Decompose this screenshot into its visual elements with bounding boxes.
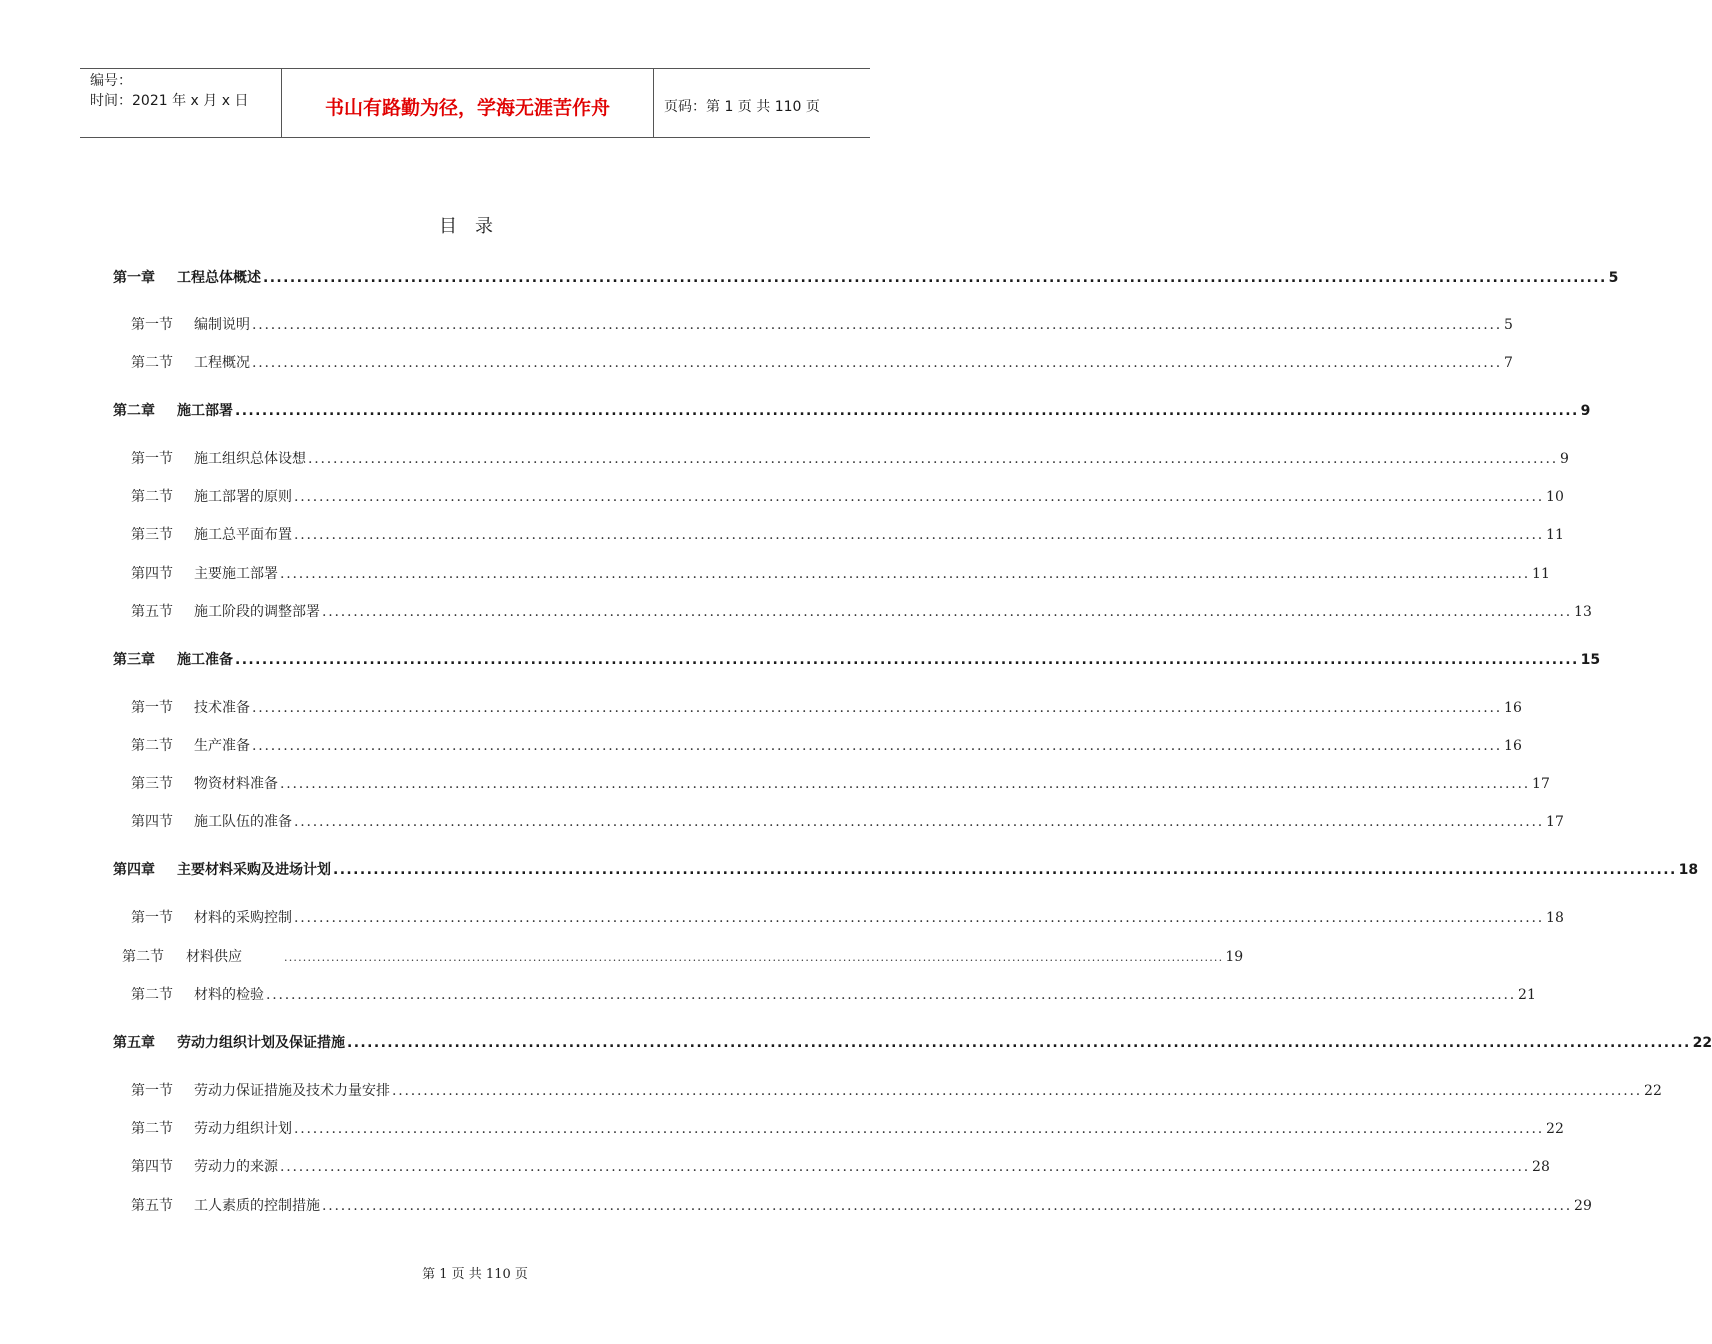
entry-page-number: 18 <box>1678 862 1699 878</box>
dot-leader: ........................................................................................................................................................................................................ <box>322 1198 1573 1214</box>
entry-title: 技术准备 <box>194 700 250 716</box>
dot-leader: ........................................................................................................................................................................................................ <box>280 776 1531 792</box>
page-footer: 第 1 页 共 110 页 <box>422 1267 528 1282</box>
entry-number: 第一章 <box>113 270 155 286</box>
entry-page-number: 17 <box>1532 776 1550 792</box>
entry-page-number: 5 <box>1608 270 1619 286</box>
header-table <box>80 68 870 138</box>
header-meta <box>80 69 282 137</box>
dot-leader: ........................................................................................................................................................................................................ <box>294 1121 1545 1137</box>
entry-title: 施工阶段的调整部署 <box>194 604 320 620</box>
entry-title: 工人素质的控制措施 <box>194 1198 320 1214</box>
entry-number: 第二节 <box>131 489 173 505</box>
toc-section-entry[interactable] <box>131 1195 1592 1215</box>
entry-number: 第三节 <box>131 527 173 543</box>
entry-page-number: 28 <box>1532 1159 1550 1175</box>
entry-page-number: 29 <box>1574 1198 1592 1214</box>
toc-chapter-entry[interactable] <box>113 649 1601 669</box>
entry-title: 工程概况 <box>194 355 250 371</box>
entry-title: 施工准备 <box>177 652 233 668</box>
toc-section-entry[interactable] <box>131 486 1564 506</box>
entry-number: 第一节 <box>131 700 173 716</box>
dot-leader: ........................................................................................................................................................................................................ <box>235 652 1579 668</box>
dot-leader: ........................................................................................................................................................................................................ <box>284 951 1224 964</box>
toc-section-entry[interactable] <box>131 984 1536 1004</box>
entry-number: 第五节 <box>131 604 173 620</box>
entry-page-number: 19 <box>1225 949 1244 965</box>
toc-title: 目录 <box>439 216 511 237</box>
dot-leader: ........................................................................................................................................................................................................ <box>280 1159 1531 1175</box>
entry-title: 施工部署 <box>177 403 233 419</box>
toc-section-entry[interactable] <box>131 773 1550 793</box>
entry-title: 物资材料准备 <box>194 776 278 792</box>
entry-number: 第一节 <box>131 317 173 333</box>
entry-title: 施工组织总体设想 <box>194 451 306 467</box>
entry-page-number: 16 <box>1504 700 1522 716</box>
entry-number: 第二节 <box>131 987 173 1003</box>
entry-page-number: 7 <box>1504 355 1513 371</box>
entry-page-number: 11 <box>1546 527 1564 543</box>
toc-section-entry[interactable] <box>131 735 1522 755</box>
entry-title: 劳动力的来源 <box>194 1159 278 1175</box>
toc-section-entry[interactable] <box>131 352 1513 372</box>
entry-number: 第二节 <box>131 738 173 754</box>
dot-leader: ........................................................................................................................................................................................................ <box>322 604 1573 620</box>
toc-chapter-entry[interactable] <box>113 1032 1712 1052</box>
toc-section-entry[interactable] <box>122 946 1244 966</box>
entry-title: 劳动力组织计划及保证措施 <box>177 1035 345 1051</box>
entry-page-number: 15 <box>1580 652 1601 668</box>
date-label: 时间：2021 年 x 月 x 日 <box>90 93 249 109</box>
entry-page-number: 9 <box>1560 451 1569 467</box>
entry-page-number: 10 <box>1546 489 1564 505</box>
entry-page-number: 21 <box>1518 987 1536 1003</box>
toc-section-entry[interactable] <box>131 601 1592 621</box>
entry-page-number: 22 <box>1692 1035 1712 1051</box>
entry-page-number: 17 <box>1546 814 1564 830</box>
entry-page-number: 16 <box>1504 738 1522 754</box>
entry-title: 工程总体概述 <box>177 270 261 286</box>
entry-page-number: 11 <box>1532 566 1550 582</box>
entry-number: 第三章 <box>113 652 155 668</box>
entry-title: 材料供应 <box>186 949 242 965</box>
dot-leader: ........................................................................................................................................................................................................ <box>252 738 1503 754</box>
entry-title: 编制说明 <box>194 317 250 333</box>
entry-number: 第二节 <box>122 949 164 965</box>
entry-number: 第一节 <box>131 1083 173 1099</box>
entry-number: 第五节 <box>131 1198 173 1214</box>
toc-section-entry[interactable] <box>131 697 1522 717</box>
entry-number: 第四节 <box>131 1159 173 1175</box>
toc-section-entry[interactable] <box>131 1080 1662 1100</box>
dot-leader: ........................................................................................................................................................................................................ <box>252 355 1503 371</box>
dot-leader: ........................................................................................................................................................................................................ <box>308 451 1559 467</box>
entry-number: 第四节 <box>131 814 173 830</box>
entry-number: 第五章 <box>113 1035 155 1051</box>
entry-page-number: 22 <box>1546 1121 1564 1137</box>
dot-leader: ........................................................................................................................................................................................................ <box>252 700 1503 716</box>
entry-title: 主要施工部署 <box>194 566 278 582</box>
toc-chapter-entry[interactable] <box>113 859 1699 879</box>
entry-title: 施工队伍的准备 <box>194 814 292 830</box>
entry-page-number: 18 <box>1546 910 1564 926</box>
toc-section-entry[interactable] <box>131 524 1564 544</box>
entry-title: 生产准备 <box>194 738 250 754</box>
entry-title: 材料的采购控制 <box>194 910 292 926</box>
dot-leader: ........................................................................................................................................................................................................ <box>252 317 1503 333</box>
toc-chapter-entry[interactable] <box>113 267 1619 287</box>
entry-title: 主要材料采购及进场计划 <box>177 862 331 878</box>
entry-page-number: 13 <box>1574 604 1592 620</box>
entry-title: 施工部署的原则 <box>194 489 292 505</box>
dot-leader: ........................................................................................................................................................................................................ <box>263 270 1607 286</box>
toc-section-entry[interactable] <box>131 907 1564 927</box>
number-label: 编号： <box>90 73 132 89</box>
entry-number: 第四章 <box>113 862 155 878</box>
entry-title: 施工总平面布置 <box>194 527 292 543</box>
dot-leader: ........................................................................................................................................................................................................ <box>347 1035 1691 1051</box>
dot-leader: ........................................................................................................................................................................................................ <box>333 862 1677 878</box>
toc-section-entry[interactable] <box>131 448 1569 468</box>
entry-title: 劳动力保证措施及技术力量安排 <box>194 1083 390 1099</box>
dot-leader: ........................................................................................................................................................................................................ <box>294 489 1545 505</box>
entry-number: 第二章 <box>113 403 155 419</box>
toc-section-entry[interactable] <box>131 314 1513 334</box>
dot-leader: ........................................................................................................................................................................................................ <box>294 527 1545 543</box>
toc-chapter-entry[interactable] <box>113 400 1591 420</box>
toc-section-entry[interactable] <box>131 811 1564 831</box>
entry-title: 材料的检验 <box>194 987 264 1003</box>
dot-leader: ........................................................................................................................................................................................................ <box>392 1083 1643 1099</box>
dot-leader: ........................................................................................................................................................................................................ <box>294 910 1545 926</box>
entry-title: 劳动力组织计划 <box>194 1121 292 1137</box>
dot-leader: ........................................................................................................................................................................................................ <box>235 403 1579 419</box>
entry-number: 第四节 <box>131 566 173 582</box>
toc-section-entry[interactable] <box>131 563 1550 583</box>
toc-section-entry[interactable] <box>131 1118 1564 1138</box>
entry-page-number: 9 <box>1580 403 1591 419</box>
entry-page-number: 5 <box>1504 317 1513 333</box>
header-page-info: 页码：第 1 页 共 110 页 <box>664 99 820 115</box>
dot-leader: ........................................................................................................................................................................................................ <box>280 566 1531 582</box>
toc-section-entry[interactable] <box>131 1156 1550 1176</box>
header-motto: 书山有路勤为径，学海无涯苦作舟 <box>282 69 654 137</box>
entry-number: 第二节 <box>131 355 173 371</box>
entry-number: 第二节 <box>131 1121 173 1137</box>
dot-leader: ........................................................................................................................................................................................................ <box>294 814 1545 830</box>
entry-number: 第一节 <box>131 451 173 467</box>
dot-leader: ........................................................................................................................................................................................................ <box>266 987 1517 1003</box>
entry-number: 第一节 <box>131 910 173 926</box>
entry-page-number: 22 <box>1644 1083 1662 1099</box>
entry-number: 第三节 <box>131 776 173 792</box>
